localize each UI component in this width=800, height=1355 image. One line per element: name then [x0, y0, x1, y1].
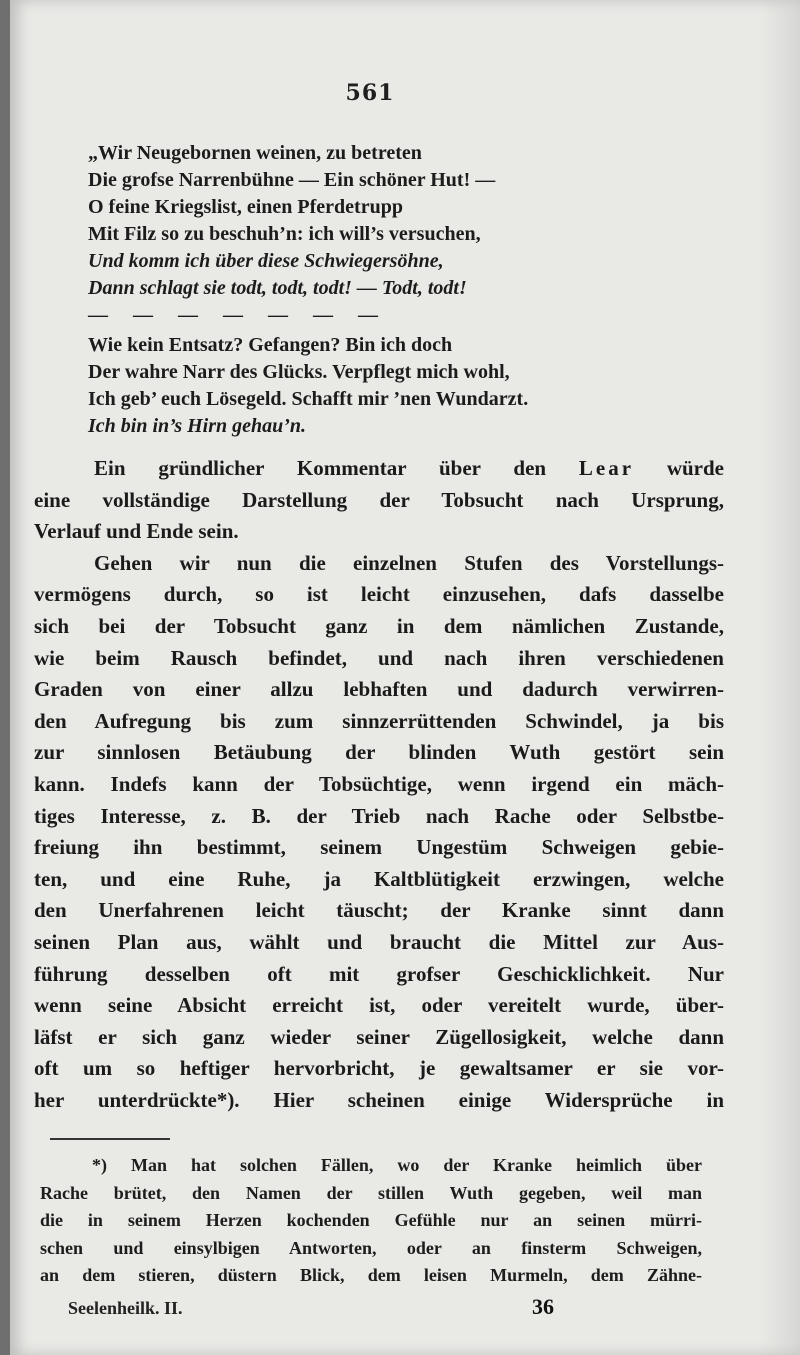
footnote-line: *) Man hat solchen Fällen, wo der Kranke heimlich über: [92, 1155, 702, 1175]
verse-quotation: [88, 140, 728, 440]
printer-signature: Seelenheilk. II.: [68, 1298, 183, 1318]
footnote-line: die in seinem Herzen kochenden Gefühle nur an seinen mürri-: [40, 1210, 702, 1231]
verse-line: Der wahre Narr des Glücks. Verpflegt mich wohl,: [88, 361, 510, 383]
verse-line: Die grofse Narrenbühne — Ein schöner Hut! —: [88, 169, 496, 191]
paragraph-2-line: sich bei der Tobsucht ganz in dem nämlichen Zustande,: [34, 613, 724, 638]
paragraph-2-line: den Unerfahrenen leicht täuscht; der Kranke sinnt dann: [34, 898, 724, 923]
footnote: [40, 1152, 702, 1290]
paragraph-2-line: Gehen wir nun die einzelnen Stufen des Vorstellungs-: [94, 550, 724, 575]
paragraph-2-line: ten, und eine Ruhe, ja Kaltblütigkeit erzwingen, welche: [34, 866, 724, 891]
paragraph-2-line: freiung ihn bestimmt, seinem Ungestüm Schweigen gebie-: [34, 835, 724, 860]
paragraph-2-line: her unterdrückte*). Hier scheinen einige Widersprüche in: [34, 1087, 724, 1112]
paragraph-2: [34, 548, 724, 1117]
paragraph-2-line: läfst er sich ganz wieder seiner Zügellosigkeit, welche dann: [34, 1024, 724, 1049]
paragraph-2-line: wenn seine Absicht erreicht ist, oder vereitelt wurde, über-: [34, 993, 724, 1018]
text-span: Ein gründlicher Kommentar über den: [94, 456, 579, 480]
paragraph-2-line: führung desselben oft mit grofser Geschicklichkeit. Nur: [34, 961, 724, 986]
verse-line: O feine Kriegslist, einen Pferdetrupp: [88, 196, 403, 218]
paragraph-2-line: vermögens durch, so ist leicht einzusehen, dafs dasselbe: [34, 582, 724, 607]
paragraph-2-line: zur sinnlosen Betäubung der blinden Wuth gestört sein: [34, 740, 724, 765]
verse-line: „Wir Neugebornen weinen, zu betreten: [88, 142, 422, 164]
paragraph-1-line: eine vollständige Darstellung der Tobsucht nach Ursprung,: [34, 487, 724, 512]
footnote-line: Rache brütet, den Namen der stillen Wuth gegeben, weil man: [40, 1182, 702, 1203]
paragraph-1-line: Verlauf und Ende sein.: [34, 519, 239, 544]
paragraph-2-line: oft um so heftiger hervorbricht, je gewaltsamer er sie vor-: [34, 1056, 724, 1081]
text-span: würde: [634, 456, 724, 480]
paragraph-1-line: [34, 453, 724, 485]
verse-line: Dann schlagt sie todt, todt, todt! — Todt, todt!: [88, 277, 467, 299]
verse-dash-separator: — — — — — — —: [88, 304, 388, 326]
verse-line: Wie kein Entsatz? Gefangen? Bin ich doch: [88, 334, 453, 356]
paragraph-2-line: seinen Plan aus, wählt und braucht die Mittel zur Aus-: [34, 929, 724, 954]
spaced-title-lear: Lear: [578, 456, 635, 480]
paragraph-2-line: Graden von einer allzu lebhaften und dadurch verwirren-: [34, 677, 724, 702]
paragraph-2-line: den Aufregung bis zum sinnzerrüttenden Schwindel, ja bis: [34, 708, 724, 733]
body-text: [34, 453, 724, 1116]
verse-line: Ich bin in’s Hirn gehau’n.: [88, 415, 307, 437]
page-number: 561: [345, 80, 395, 106]
page-edge-shadow: [760, 0, 800, 1355]
footnote-line: an dem stieren, düstern Blick, dem leisen Murmeln, dem Zähne-: [40, 1265, 702, 1286]
verse-line: Und komm ich über diese Schwiegersöhne,: [88, 250, 444, 272]
footnote-rule: [50, 1138, 170, 1140]
paragraph-2-line: wie beim Rausch befindet, und nach ihren verschiedenen: [34, 645, 724, 670]
sheet-number: 36: [532, 1294, 554, 1319]
book-page: [10, 0, 800, 1355]
paragraph-2-line: tiges Interesse, z. B. der Trieb nach Rache oder Selbstbe-: [34, 803, 724, 828]
footnote-line: schen und einsylbigen Antworten, oder an finsterm Schweigen,: [40, 1237, 702, 1258]
verse-block-2: [88, 332, 728, 440]
paragraph-2-line: kann. Indefs kann der Tobsüchtige, wenn irgend ein mäch-: [34, 771, 724, 796]
verse-block-1: [88, 140, 728, 302]
verse-line: Ich geb’ euch Lösegeld. Schafft mir ’nen Wundarzt.: [88, 388, 529, 410]
verse-line: Mit Filz so zu beschuh’n: ich will’s versuchen,: [88, 223, 481, 245]
